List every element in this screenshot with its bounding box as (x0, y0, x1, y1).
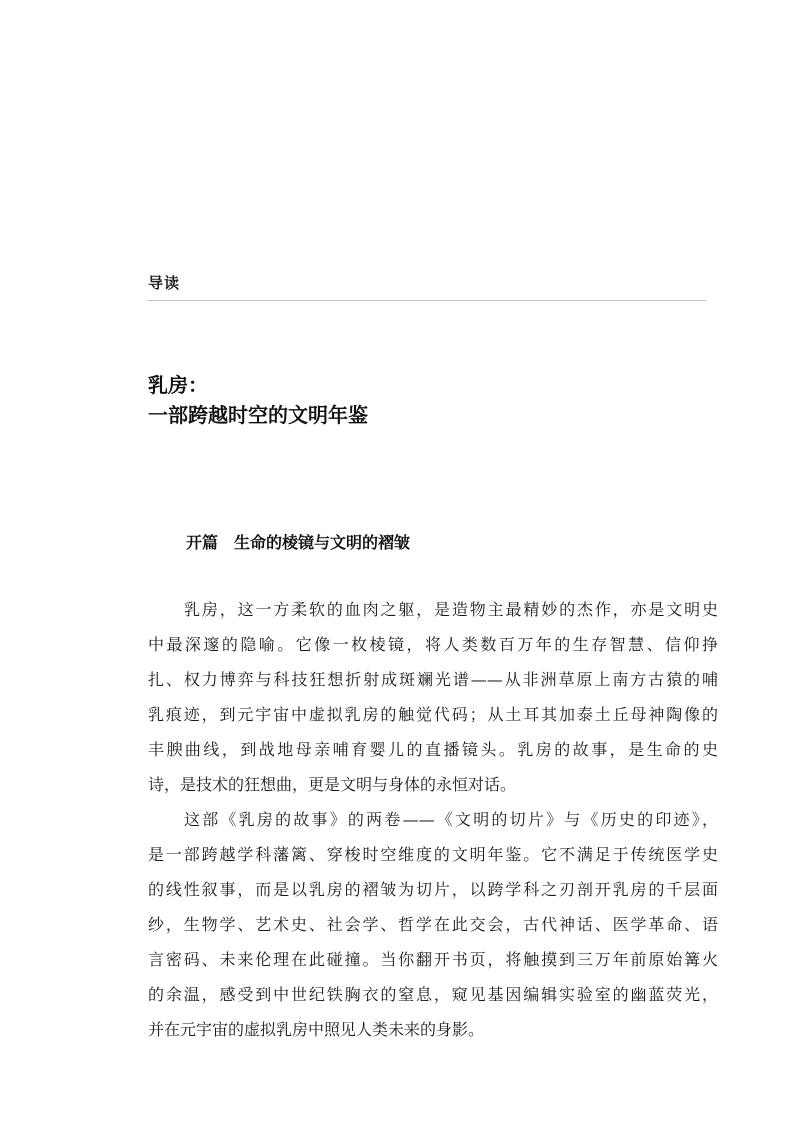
chapter-label: 开篇 (186, 533, 219, 552)
title-line-1: 乳房： (148, 373, 208, 397)
paragraph-line: 并在元宇宙的虚拟乳房中照见人类未来的身影。 (148, 1020, 485, 1039)
body-text (148, 592, 718, 1047)
paragraph-line: 是一部跨越学科藩篱、穿梭时空维度的文明年鉴。它不满足于传统医学史 (148, 845, 718, 864)
paragraph-line: 丰腴曲线，到战地母亲哺育婴儿的直播镜头。乳房的故事，是生命的史 (148, 740, 718, 759)
title-line-2: 一部跨越时空的文明年鉴 (148, 403, 368, 427)
paragraph-line: 言密码、未来伦理在此碰撞。当你翻开书页，将触摸到三万年前原始篝火 (148, 950, 718, 969)
header-divider (148, 300, 706, 301)
paragraph-line: 纱，生物学、艺术史、社会学、哲学在此交会，古代神话、医学革命、语 (148, 915, 718, 934)
paragraph-line: 的余温，感受到中世纪铁胸衣的窒息，窥见基因编辑实验室的幽蓝荧光， (148, 985, 718, 1004)
page-title (148, 370, 368, 430)
paragraph-line: 乳房，这一方柔软的血肉之躯，是造物主最精妙的杰作，亦是文明史 (184, 600, 718, 619)
chapter-title: 生命的棱镜与文明的褶皱 (234, 533, 411, 552)
paragraph-line: 的线性叙事，而是以乳房的褶皱为切片，以跨学科之刃剖开乳房的千层面 (148, 880, 718, 899)
paragraph-line: 乳痕迹，到元宇宙中虚拟乳房的触觉代码；从土耳其加泰土丘母神陶像的 (148, 705, 718, 724)
paragraph-line: 扎、权力博弈与科技狂想折射成斑斓光谱——从非洲草原上南方古猿的哺 (148, 670, 718, 689)
paragraph-line: 这部《乳房的故事》的两卷——《文明的切片》与《历史的印迹》， (184, 810, 718, 829)
paragraph-line: 诗，是技术的狂想曲，更是文明与身体的永恒对话。 (148, 775, 517, 794)
section-label: 导读 (148, 274, 181, 292)
paragraph-line: 中最深邃的隐喻。它像一枚棱镜，将人类数百万年的生存智慧、信仰挣 (148, 635, 718, 654)
chapter-heading (186, 530, 410, 553)
